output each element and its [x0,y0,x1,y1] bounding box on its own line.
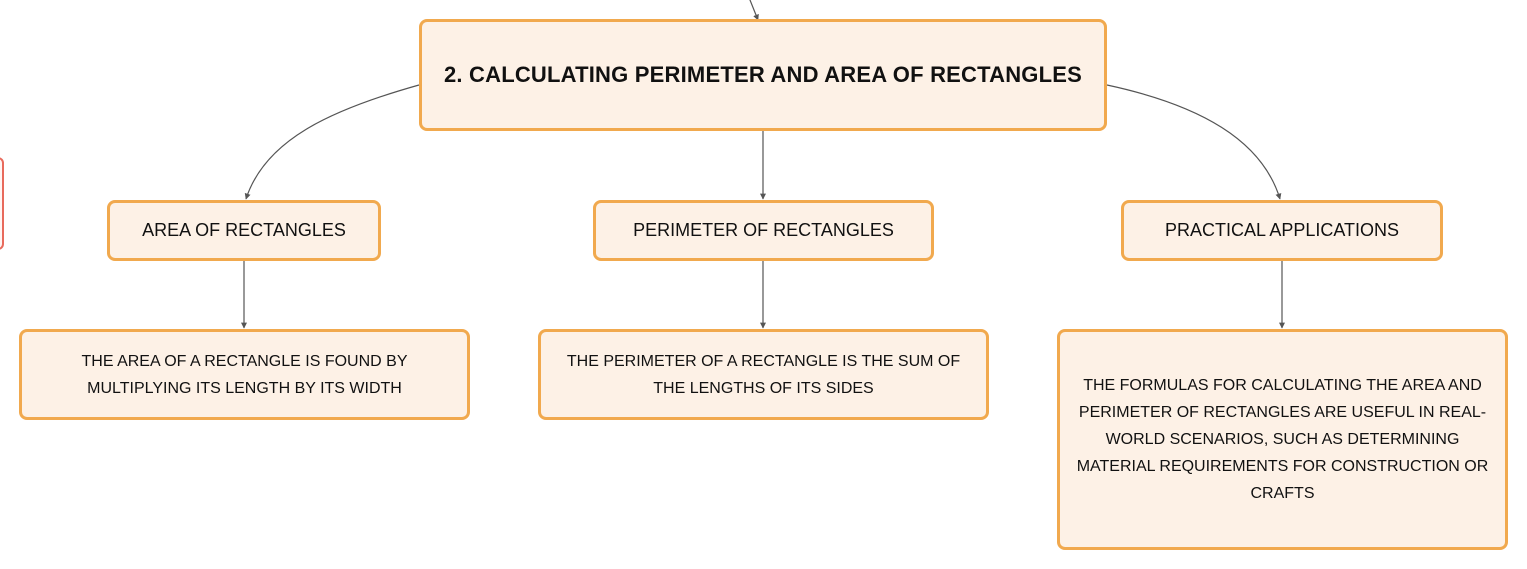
branch-practical-applications[interactable] [1121,200,1443,261]
detail-applications[interactable] [1057,329,1508,550]
branch-applications-label: PRACTICAL APPLICATIONS [1164,220,1400,240]
branch-area-of-rectangles[interactable] [107,200,381,261]
root-topic[interactable] [419,19,1107,131]
detail-perimeter-text: THE PERIMETER OF A RECTANGLE IS THE SUM OF THE LENGTHS OF ITS SIDES [566,352,961,397]
root-topic-label: 2. CALCULATING PERIMETER AND AREA OF RECTANGLES [443,62,1083,87]
parent-connector [748,0,758,20]
connector-root-area [246,85,419,199]
offscreen-node-edge[interactable] [0,157,4,250]
branch-area-label: AREA OF RECTANGLES [142,220,346,240]
connector-root-applications [1107,85,1280,199]
detail-area[interactable] [19,329,470,420]
detail-applications-text: THE FORMULAS FOR CALCULATING THE AREA AND PERIMETER OF RECTANGLES ARE USEFUL IN REAL-WORLD SCENARIOS, SUCH AS DETERMINING MATERIAL REQUIREMENTS FOR CONSTRUCTION OR CRAFTS [1076,377,1489,502]
branch-perimeter-of-rectangles[interactable] [593,200,934,261]
detail-area-text: THE AREA OF A RECTANGLE IS FOUND BY MULTIPLYING ITS LENGTH BY ITS WIDTH [81,352,408,397]
detail-perimeter[interactable] [538,329,989,420]
branch-perimeter-label: PERIMETER OF RECTANGLES [633,220,894,240]
